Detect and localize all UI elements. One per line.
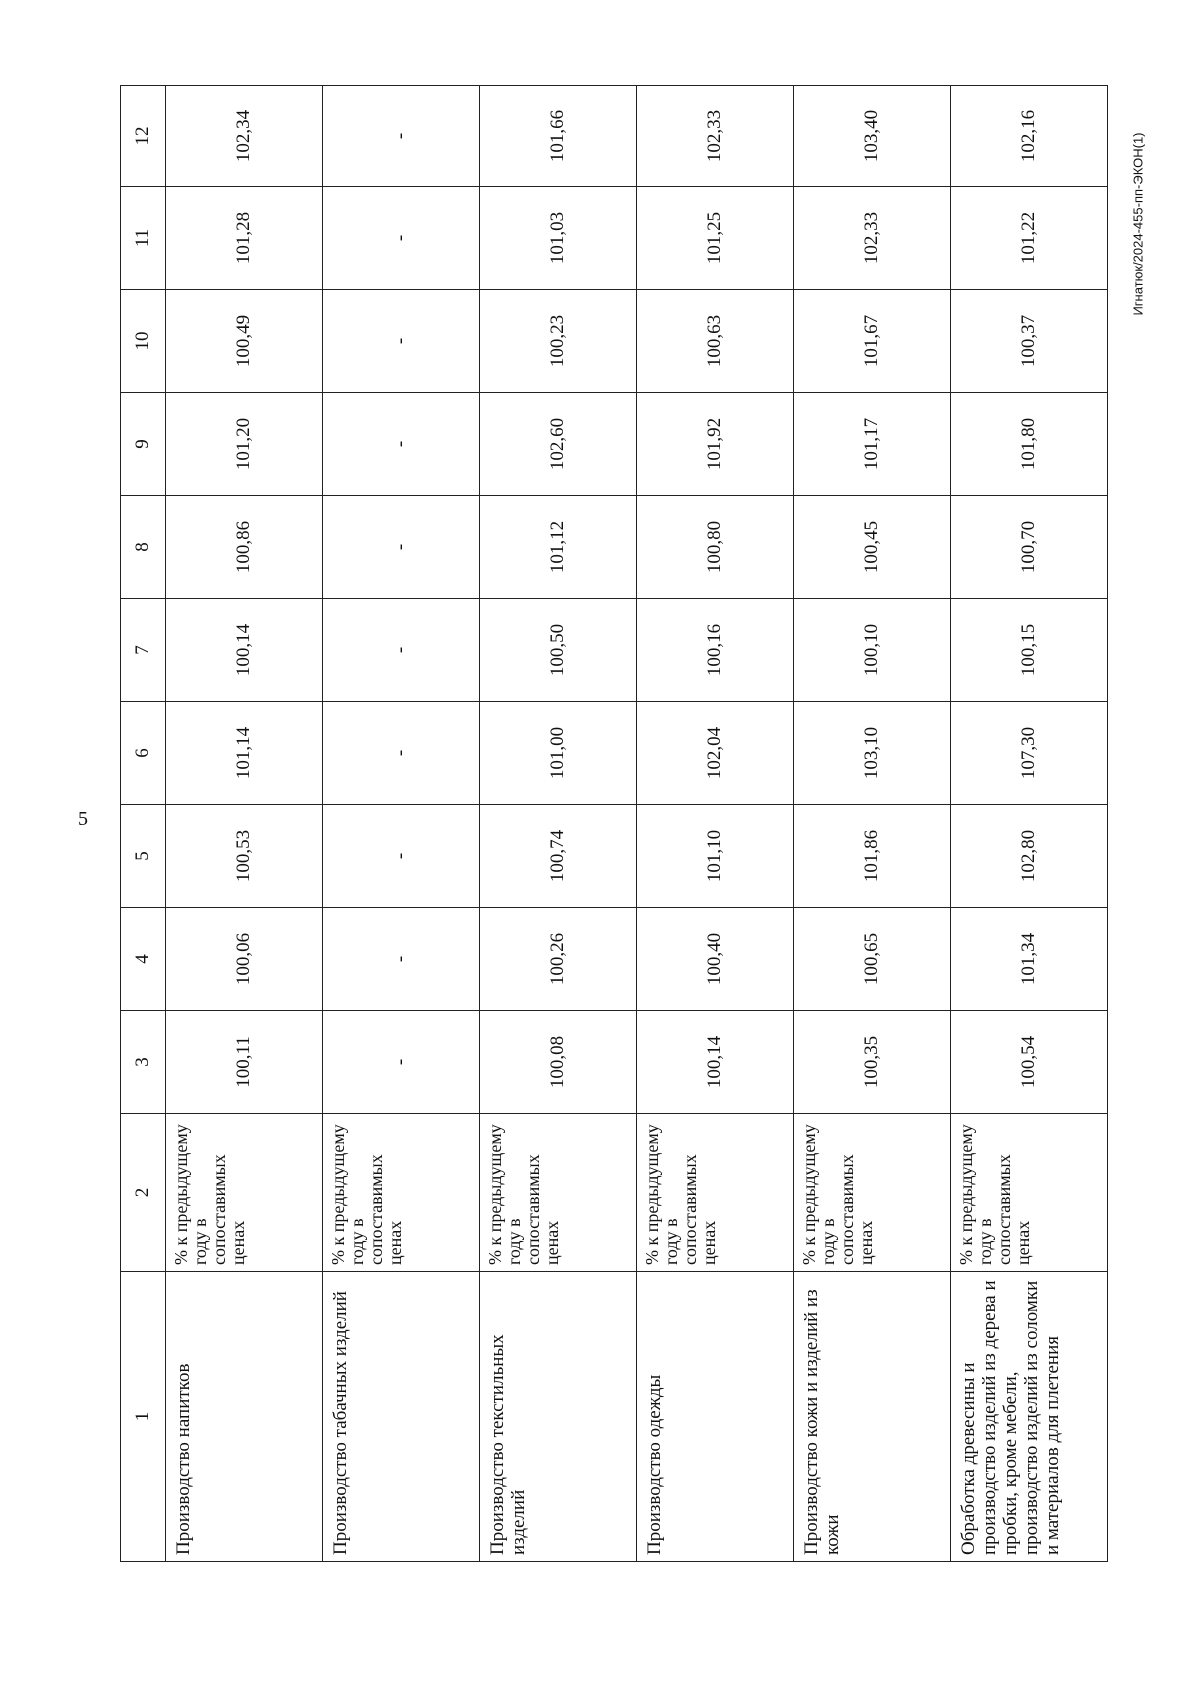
row-value: 101,67 [794,290,951,393]
table-row [951,86,1108,1562]
column-header-10: 10 [121,290,166,393]
row-value: 101,80 [951,393,1108,496]
table-container [120,86,1088,1562]
row-value: 100,70 [951,496,1108,599]
row-value: 101,12 [480,496,637,599]
row-value: 100,10 [794,599,951,702]
row-value: 101,34 [951,908,1108,1011]
row-value: 100,15 [951,599,1108,702]
row-value: 101,28 [166,187,323,290]
row-value: 101,14 [166,702,323,805]
row-value: 102,33 [637,86,794,187]
row-unit: % к предыдущему году в сопоставимых ценах [480,1114,637,1272]
table-row [637,86,794,1562]
row-value: 100,49 [166,290,323,393]
row-name: Производство кожи и изделий из кожи [794,1272,951,1562]
row-value: 100,54 [951,1011,1108,1114]
column-header-8: 8 [121,496,166,599]
row-value: 101,25 [637,187,794,290]
column-header-1: 1 [121,1272,166,1562]
row-value: 102,16 [951,86,1108,187]
indicator-table [120,85,1108,1562]
row-value: 100,65 [794,908,951,1011]
row-value: 100,80 [637,496,794,599]
row-value: 100,35 [794,1011,951,1114]
column-header-12: 12 [121,86,166,187]
table-row [323,86,480,1562]
column-header-2: 2 [121,1114,166,1272]
row-value: - [323,908,480,1011]
row-value: 100,86 [166,496,323,599]
row-value: 100,23 [480,290,637,393]
column-header-6: 6 [121,702,166,805]
row-value: 107,30 [951,702,1108,805]
row-value: 100,53 [166,805,323,908]
row-value: - [323,496,480,599]
row-value: 100,14 [166,599,323,702]
row-value: - [323,599,480,702]
row-value: 101,00 [480,702,637,805]
row-value: 100,74 [480,805,637,908]
row-value: 100,45 [794,496,951,599]
row-value: 100,63 [637,290,794,393]
column-header-11: 11 [121,187,166,290]
row-value: 102,80 [951,805,1108,908]
row-value: - [323,290,480,393]
row-name: Производство табачных изделий [323,1272,480,1562]
row-value: 102,60 [480,393,637,496]
page-number: 5 [78,808,88,830]
row-value: 101,17 [794,393,951,496]
document-code: Игнатюк/2024-455-пп-ЭКОН(1) [1130,132,1146,316]
row-value: 103,40 [794,86,951,187]
row-unit: % к предыдущему году в сопоставимых ценах [951,1114,1108,1272]
row-unit: % к предыдущему году в сопоставимых ценах [637,1114,794,1272]
table-row [166,86,323,1562]
header-row [121,86,166,1562]
row-value: 101,66 [480,86,637,187]
row-name: Производство напитков [166,1272,323,1562]
column-header-9: 9 [121,393,166,496]
row-value: 101,10 [637,805,794,908]
column-header-3: 3 [121,1011,166,1114]
row-name: Производство текстильных изделий [480,1272,637,1562]
row-value: 100,14 [637,1011,794,1114]
row-value: 100,08 [480,1011,637,1114]
row-name: Производство одежды [637,1272,794,1562]
row-value: - [323,805,480,908]
row-value: - [323,1011,480,1114]
row-value: - [323,393,480,496]
row-value: 100,37 [951,290,1108,393]
row-value: 102,33 [794,187,951,290]
row-value: 102,04 [637,702,794,805]
row-value: 100,11 [166,1011,323,1114]
column-header-5: 5 [121,805,166,908]
row-unit: % к предыдущему году в сопоставимых ценах [323,1114,480,1272]
row-value: 101,92 [637,393,794,496]
row-value: 103,10 [794,702,951,805]
row-unit: % к предыдущему году в сопоставимых ценах [166,1114,323,1272]
row-value: 100,06 [166,908,323,1011]
row-value: 100,40 [637,908,794,1011]
row-value: 100,50 [480,599,637,702]
row-value: 101,20 [166,393,323,496]
row-value: 101,86 [794,805,951,908]
row-name: Обработка древесины и производство изделий из дерева и пробки, кроме мебели, производство изделий из соломки и материалов для плетения [951,1272,1108,1562]
row-value: - [323,702,480,805]
row-unit: % к предыдущему году в сопоставимых ценах [794,1114,951,1272]
row-value: - [323,187,480,290]
column-header-7: 7 [121,599,166,702]
row-value: - [323,86,480,187]
row-value: 101,03 [480,187,637,290]
table-row [794,86,951,1562]
row-value: 102,34 [166,86,323,187]
row-value: 101,22 [951,187,1108,290]
table-row [480,86,637,1562]
column-header-4: 4 [121,908,166,1011]
row-value: 100,26 [480,908,637,1011]
row-value: 100,16 [637,599,794,702]
